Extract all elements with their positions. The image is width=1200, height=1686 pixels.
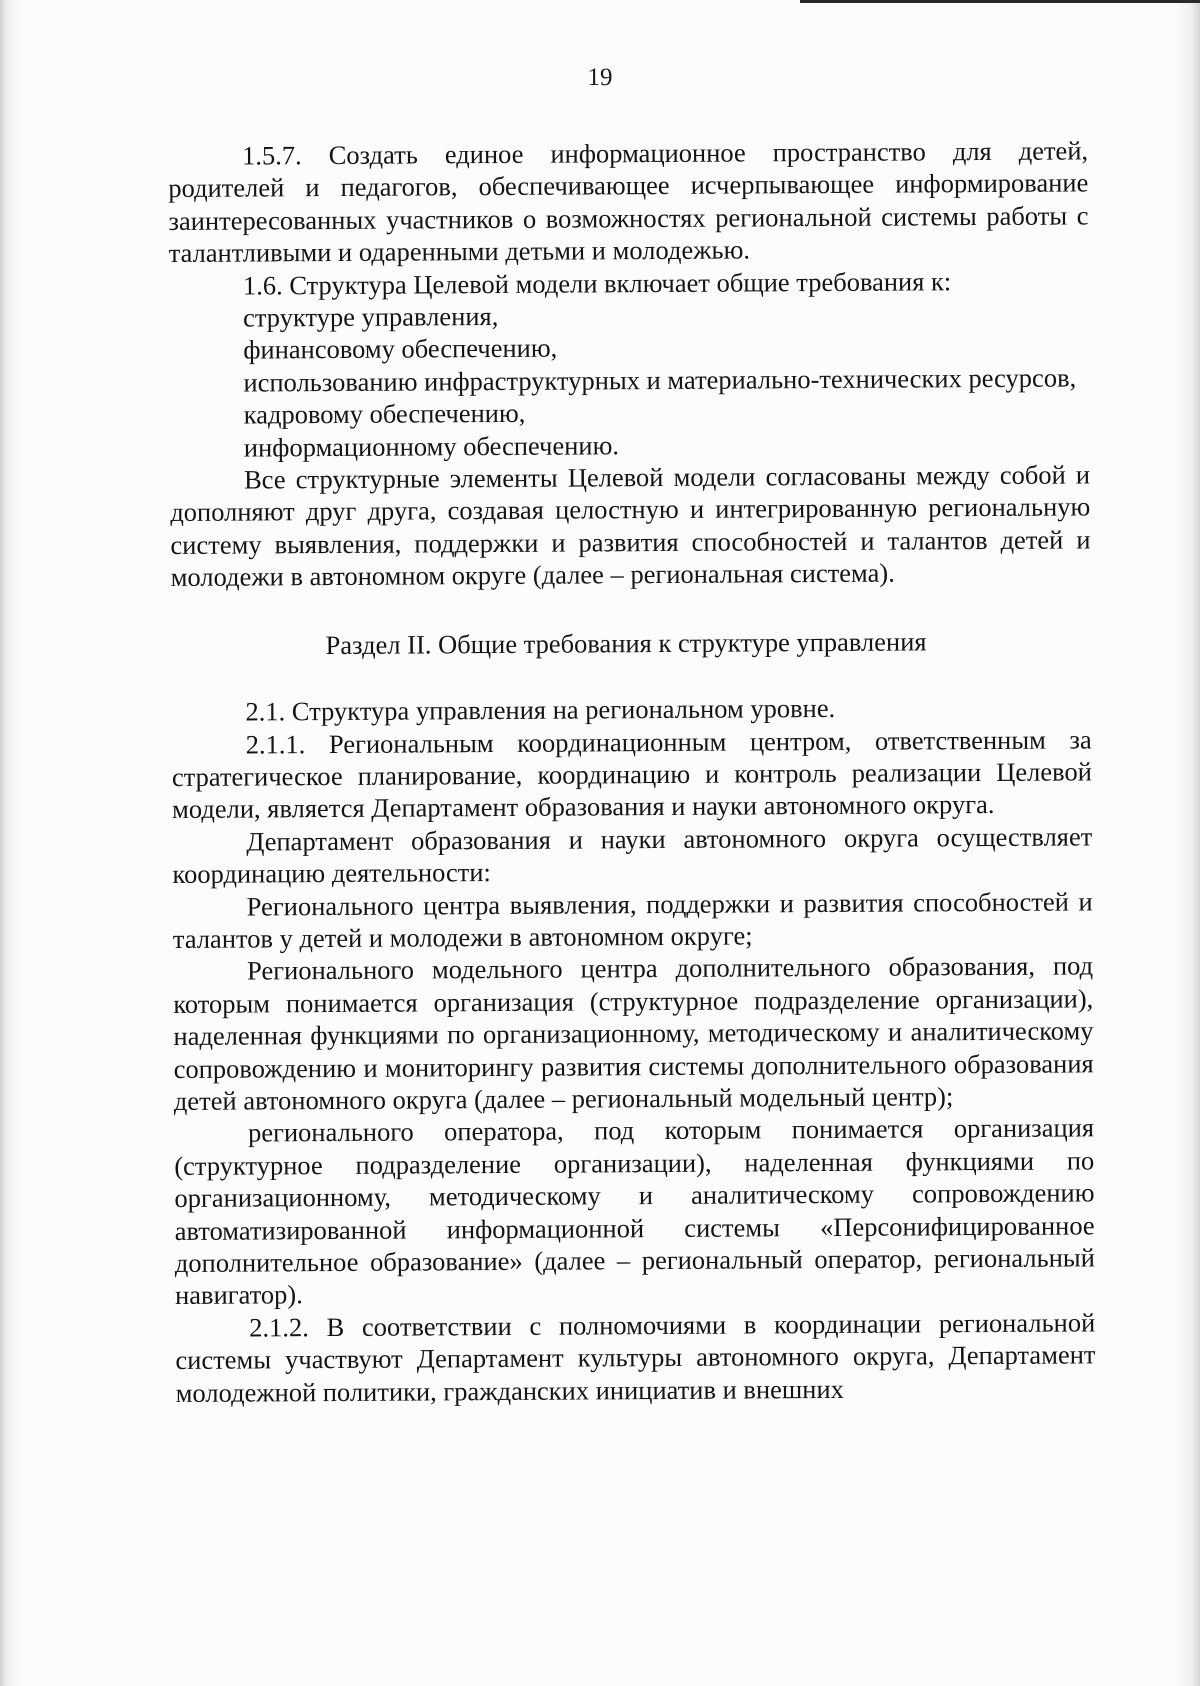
list-item: кадровому обеспечению, bbox=[243, 398, 526, 430]
paragraph: Департамент образования и науки автономного округа осуществляет координацию деятельности: bbox=[172, 821, 1093, 890]
page-number: 19 bbox=[587, 64, 613, 91]
list-item: информационному обеспечению. bbox=[243, 429, 620, 463]
document-body bbox=[168, 134, 1096, 1409]
paragraph: регионального оператора, под которым понимается организация (структурное подразделение организации), наделенная функциями по организационному, методическому и аналитическому сопровождению автоматизированной информационной системы «Персонифицированное дополнительное образование» (далее – региональный оператор, региональный навигатор). bbox=[174, 1112, 1095, 1311]
scan-edge-left bbox=[0, 0, 22, 1686]
paragraph: 2.1.2. В соответствии с полномочиями в координации региональной системы участвуют Департамент культуры автономного округа, Департамент молодежной политики, гражданских инициатив и внешних bbox=[175, 1307, 1096, 1408]
top-rule bbox=[800, 0, 1200, 3]
section-heading: Раздел II. Общие требования к структуре управления bbox=[325, 626, 927, 660]
paragraph: Регионального центра выявления, поддержки и развития способностей и талантов у детей и молодежи в автономном округе; bbox=[172, 885, 1093, 954]
paragraph: 2.1. Структура управления на региональном уровне. bbox=[245, 693, 836, 727]
list-item: структуре управления, bbox=[242, 301, 499, 333]
paragraph: 1.5.7. Создать единое информационное пространство для детей, родителей и педагогов, обеспечивающее исчерпывающее информирование заинтересованных участников о возможностях региональной системы работы с талантливыми и одаренными детьми и молодежью. bbox=[168, 135, 1089, 269]
paragraph: 1.6. Структура Целевой модели включает общие требования к: bbox=[242, 265, 952, 301]
paragraph: Регионального модельного центра дополнительного образования, под которым понимается организация (структурное подразделение организации), наделенная функциями по организационному, методическому и аналитическому сопровождению и мониторингу развития системы дополнительного образования детей автономного округа (далее – региональный модельный центр); bbox=[173, 950, 1094, 1116]
list-item: использованию инфраструктурных и материально-технических ресурсов, bbox=[243, 362, 1077, 398]
list-item: финансовому обеспечению, bbox=[243, 333, 558, 365]
scan-edge-right bbox=[1176, 0, 1200, 1686]
paragraph: 2.1.1. Региональным координационным центром, ответственным за стратегическое планирование, координацию и контроль реализации Целевой модели, является Департамент образования и науки автономного округа. bbox=[171, 723, 1092, 825]
paragraph: Все структурные элементы Целевой модели согласованы между собой и дополняют друг друга, создавая целостную и интегрированную региональную систему выявления, поддержки и развития способностей и талантов детей и молодежи в автономном округе (далее – региональная система). bbox=[170, 459, 1091, 593]
